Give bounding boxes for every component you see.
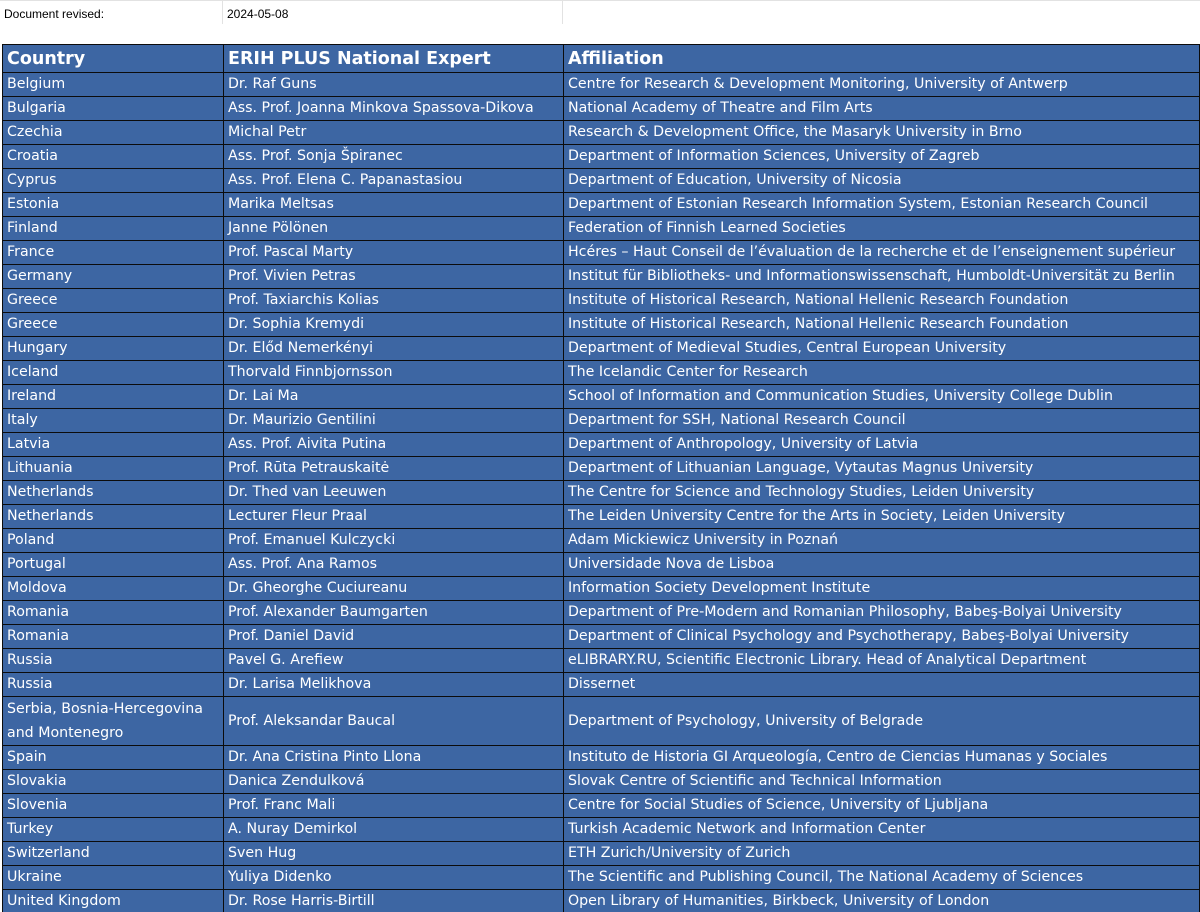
table-row — [3, 842, 1200, 866]
country-cell[interactable]: Netherlands — [3, 481, 224, 505]
affiliation-cell[interactable]: Institute of Historical Research, National Hellenic Research Foundation — [564, 289, 1200, 313]
column-header-country[interactable]: Country — [3, 45, 224, 73]
expert-cell[interactable]: Prof. Alexander Baumgarten — [224, 601, 564, 625]
country-cell[interactable]: Greece — [3, 289, 224, 313]
table-row — [3, 577, 1200, 601]
country-cell[interactable]: Greece — [3, 313, 224, 337]
country-cell[interactable]: France — [3, 241, 224, 265]
affiliation-cell[interactable]: Department of Clinical Psychology and Psychotherapy, Babeş-Bolyai University — [564, 625, 1200, 649]
table-row — [3, 553, 1200, 577]
table-row — [3, 866, 1200, 890]
table-row — [3, 457, 1200, 481]
affiliation-cell[interactable]: Department of Psychology, University of Belgrade — [564, 697, 1200, 746]
expert-cell[interactable]: Pavel G. Arefiew — [224, 649, 564, 673]
expert-cell[interactable]: Prof. Daniel David — [224, 625, 564, 649]
affiliation-cell[interactable]: Department of Pre-Modern and Romanian Philosophy, Babeş-Bolyai University — [564, 601, 1200, 625]
expert-cell[interactable]: Prof. Taxiarchis Kolias — [224, 289, 564, 313]
affiliation-cell[interactable]: Department of Education, University of Nicosia — [564, 169, 1200, 193]
country-cell[interactable]: Croatia — [3, 145, 224, 169]
country-cell[interactable]: Netherlands — [3, 505, 224, 529]
expert-cell[interactable]: Dr. Ana Cristina Pinto Llona — [224, 746, 564, 770]
country-cell[interactable]: Moldova — [3, 577, 224, 601]
affiliation-cell[interactable]: ETH Zurich/University of Zurich — [564, 842, 1200, 866]
affiliation-cell[interactable]: Federation of Finnish Learned Societies — [564, 217, 1200, 241]
table-row — [3, 794, 1200, 818]
table-row — [3, 145, 1200, 169]
expert-cell[interactable]: Dr. Raf Guns — [224, 73, 564, 97]
expert-cell[interactable]: Dr. Gheorghe Cuciureanu — [224, 577, 564, 601]
expert-cell[interactable]: Thorvald Finnbjornsson — [224, 361, 564, 385]
table-row — [3, 673, 1200, 697]
country-cell[interactable]: United Kingdom — [3, 890, 224, 912]
country-cell[interactable]: Estonia — [3, 193, 224, 217]
table-row — [3, 121, 1200, 145]
header-row — [3, 45, 1200, 73]
expert-cell[interactable]: Prof. Pascal Marty — [224, 241, 564, 265]
experts-table — [2, 44, 1200, 912]
affiliation-cell[interactable]: Information Society Development Institute — [564, 577, 1200, 601]
document-revised-date[interactable]: 2024-05-08 — [223, 0, 563, 24]
country-cell[interactable]: Hungary — [3, 337, 224, 361]
table-row — [3, 770, 1200, 794]
expert-cell[interactable]: Lecturer Fleur Praal — [224, 505, 564, 529]
country-cell[interactable]: Spain — [3, 746, 224, 770]
table-row — [3, 385, 1200, 409]
expert-cell[interactable]: Dr. Maurizio Gentilini — [224, 409, 564, 433]
expert-cell[interactable]: Ass. Prof. Aivita Putina — [224, 433, 564, 457]
expert-cell[interactable]: A. Nuray Demirkol — [224, 818, 564, 842]
country-cell[interactable]: Ireland — [3, 385, 224, 409]
expert-cell[interactable]: Prof. Aleksandar Baucal — [224, 697, 564, 746]
country-cell[interactable]: Romania — [3, 625, 224, 649]
expert-cell[interactable]: Prof. Vivien Petras — [224, 265, 564, 289]
table-row — [3, 529, 1200, 553]
table-row — [3, 746, 1200, 770]
expert-cell[interactable]: Prof. Franc Mali — [224, 794, 564, 818]
country-cell[interactable]: Italy — [3, 409, 224, 433]
table-row — [3, 313, 1200, 337]
affiliation-cell[interactable]: Open Library of Humanities, Birkbeck, University of London — [564, 890, 1200, 912]
expert-cell[interactable]: Dr. Előd Nemerkényi — [224, 337, 564, 361]
expert-cell[interactable]: Michal Petr — [224, 121, 564, 145]
country-cell[interactable]: Germany — [3, 265, 224, 289]
affiliation-cell[interactable]: Institute of Historical Research, National Hellenic Research Foundation — [564, 313, 1200, 337]
expert-cell[interactable]: Danica Zendulková — [224, 770, 564, 794]
table-row — [3, 217, 1200, 241]
affiliation-cell[interactable]: The Centre for Science and Technology Studies, Leiden University — [564, 481, 1200, 505]
affiliation-cell[interactable]: Department of Information Sciences, University of Zagreb — [564, 145, 1200, 169]
expert-cell[interactable]: Dr. Sophia Kremydi — [224, 313, 564, 337]
country-cell[interactable]: Russia — [3, 673, 224, 697]
expert-cell[interactable]: Ass. Prof. Ana Ramos — [224, 553, 564, 577]
affiliation-cell[interactable]: Department of Medieval Studies, Central European University — [564, 337, 1200, 361]
table-row — [3, 481, 1200, 505]
table-row — [3, 289, 1200, 313]
table-row — [3, 601, 1200, 625]
affiliation-cell[interactable]: Universidade Nova de Lisboa — [564, 553, 1200, 577]
table-row — [3, 505, 1200, 529]
document-revised-row — [0, 0, 1200, 24]
country-cell[interactable]: Latvia — [3, 433, 224, 457]
country-cell[interactable]: Lithuania — [3, 457, 224, 481]
expert-cell[interactable]: Dr. Rose Harris-Birtill — [224, 890, 564, 912]
country-cell[interactable]: Russia — [3, 649, 224, 673]
affiliation-cell[interactable]: Turkish Academic Network and Information Center — [564, 818, 1200, 842]
country-cell[interactable]: Czechia — [3, 121, 224, 145]
affiliation-cell[interactable]: Department of Anthropology, University of Latvia — [564, 433, 1200, 457]
table-row — [3, 73, 1200, 97]
table-row — [3, 241, 1200, 265]
affiliation-cell[interactable]: Centre for Social Studies of Science, University of Ljubljana — [564, 794, 1200, 818]
affiliation-cell[interactable]: Slovak Centre of Scientific and Technical Information — [564, 770, 1200, 794]
country-cell[interactable]: Switzerland — [3, 842, 224, 866]
expert-cell[interactable]: Sven Hug — [224, 842, 564, 866]
document-revised-label[interactable]: Document revised: — [0, 0, 223, 24]
table-row — [3, 193, 1200, 217]
affiliation-cell[interactable]: Instituto de Historia GI Arqueología, Centro de Ciencias Humanas y Sociales — [564, 746, 1200, 770]
affiliation-cell[interactable]: The Leiden University Centre for the Arts in Society, Leiden University — [564, 505, 1200, 529]
country-cell[interactable]: Serbia, Bosnia-Hercegovina and Montenegro — [3, 697, 224, 746]
country-cell[interactable]: Turkey — [3, 818, 224, 842]
expert-cell[interactable]: Dr. Thed van Leeuwen — [224, 481, 564, 505]
affiliation-cell[interactable]: The Icelandic Center for Research — [564, 361, 1200, 385]
country-cell[interactable]: Poland — [3, 529, 224, 553]
expert-cell[interactable]: Ass. Prof. Sonja Špiranec — [224, 145, 564, 169]
expert-cell[interactable]: Prof. Rūta Petrauskaitė — [224, 457, 564, 481]
affiliation-cell[interactable]: Centre for Research & Development Monitoring, University of Antwerp — [564, 73, 1200, 97]
country-cell[interactable]: Slovakia — [3, 770, 224, 794]
expert-cell[interactable]: Marika Meltsas — [224, 193, 564, 217]
expert-cell[interactable]: Yuliya Didenko — [224, 866, 564, 890]
country-cell[interactable]: Cyprus — [3, 169, 224, 193]
table-row — [3, 697, 1200, 746]
table-row — [3, 169, 1200, 193]
country-cell[interactable]: Belgium — [3, 73, 224, 97]
table-row — [3, 890, 1200, 912]
affiliation-cell[interactable]: Hcéres – Haut Conseil de l’évaluation de la recherche et de l’enseignement supérieur — [564, 241, 1200, 265]
expert-cell[interactable]: Dr. Larisa Melikhova — [224, 673, 564, 697]
country-cell[interactable]: Ukraine — [3, 866, 224, 890]
country-cell[interactable]: Romania — [3, 601, 224, 625]
country-cell[interactable]: Portugal — [3, 553, 224, 577]
affiliation-cell[interactable]: Research & Development Office, the Masaryk University in Brno — [564, 121, 1200, 145]
table-row — [3, 337, 1200, 361]
expert-cell[interactable]: Dr. Lai Ma — [224, 385, 564, 409]
country-cell[interactable]: Iceland — [3, 361, 224, 385]
expert-cell[interactable]: Janne Pölönen — [224, 217, 564, 241]
affiliation-cell[interactable]: Department of Estonian Research Information System, Estonian Research Council — [564, 193, 1200, 217]
column-header-affiliation[interactable]: Affiliation — [564, 45, 1200, 73]
table-row — [3, 649, 1200, 673]
country-cell[interactable]: Finland — [3, 217, 224, 241]
affiliation-cell[interactable]: Adam Mickiewicz University in Poznań — [564, 529, 1200, 553]
table-row — [3, 818, 1200, 842]
expert-cell[interactable]: Ass. Prof. Joanna Minkova Spassova-Dikova — [224, 97, 564, 121]
affiliation-cell[interactable]: Institut für Bibliotheks- und Informationswissenschaft, Humboldt-Universität zu Berlin — [564, 265, 1200, 289]
expert-cell[interactable]: Prof. Emanuel Kulczycki — [224, 529, 564, 553]
table-row — [3, 409, 1200, 433]
column-header-expert[interactable]: ERIH PLUS National Expert — [224, 45, 564, 73]
country-cell[interactable]: Bulgaria — [3, 97, 224, 121]
table-row — [3, 265, 1200, 289]
table-row — [3, 97, 1200, 121]
country-cell[interactable]: Slovenia — [3, 794, 224, 818]
affiliation-cell[interactable]: Dissernet — [564, 673, 1200, 697]
affiliation-cell[interactable]: Department for SSH, National Research Council — [564, 409, 1200, 433]
table-body — [3, 73, 1200, 912]
table-row — [3, 433, 1200, 457]
affiliation-cell[interactable]: National Academy of Theatre and Film Arts — [564, 97, 1200, 121]
affiliation-cell[interactable]: Department of Lithuanian Language, Vytautas Magnus University — [564, 457, 1200, 481]
affiliation-cell[interactable]: School of Information and Communication Studies, University College Dublin — [564, 385, 1200, 409]
expert-cell[interactable]: Ass. Prof. Elena C. Papanastasiou — [224, 169, 564, 193]
affiliation-cell[interactable]: eLIBRARY.RU, Scientific Electronic Library. Head of Analytical Department — [564, 649, 1200, 673]
table-row — [3, 361, 1200, 385]
table-row — [3, 625, 1200, 649]
affiliation-cell[interactable]: The Scientific and Publishing Council, The National Academy of Sciences — [564, 866, 1200, 890]
